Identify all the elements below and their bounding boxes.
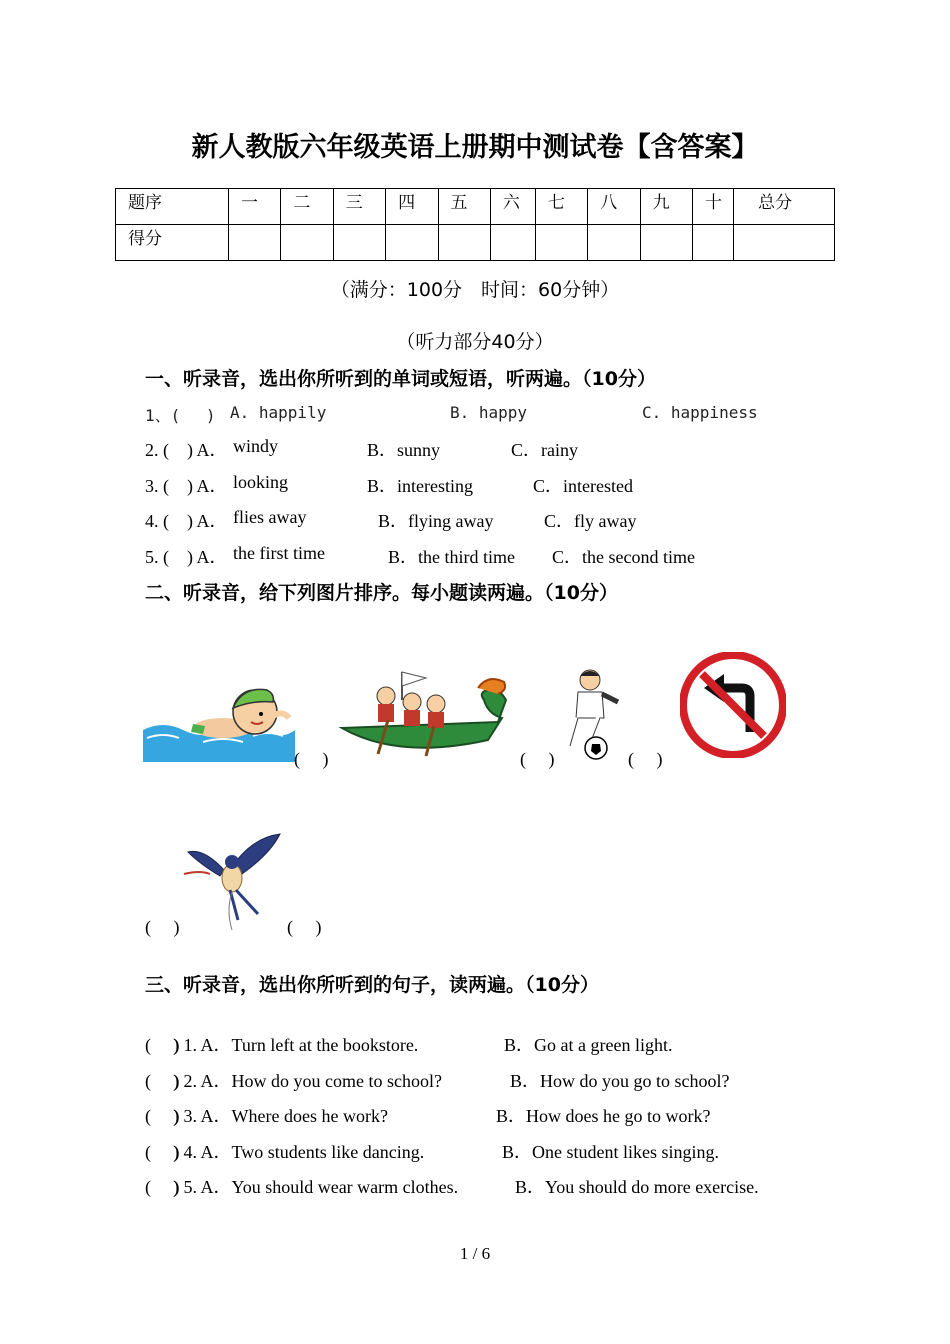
option-b: B．One student likes singing. <box>502 1142 719 1162</box>
table-cell: 得分 <box>116 225 229 261</box>
table-cell: 七 <box>535 189 587 225</box>
score-cell[interactable] <box>438 225 490 261</box>
option-a: looking <box>233 472 289 492</box>
answer-blank[interactable]: ( ) <box>294 749 329 769</box>
no-left-turn-sign-image <box>680 652 786 758</box>
score-cell[interactable] <box>281 225 333 261</box>
option-b: B. happy <box>450 403 528 422</box>
answer-blank[interactable]: ( ) <box>145 1106 180 1126</box>
option-b: B．How do you go to school? <box>510 1071 730 1091</box>
section-1-heading: 一、听录音，选出你所听到的单词或短语，听两遍。（10分） <box>145 368 656 390</box>
swallow-kite-image <box>180 830 284 934</box>
table-cell: 八 <box>588 189 640 225</box>
answer-blank[interactable]: ( ) <box>520 749 555 769</box>
option-a: ) 1. A．Turn left at the bookstore. <box>173 1035 419 1055</box>
score-cell[interactable] <box>333 225 385 261</box>
table-cell: 一 <box>229 189 281 225</box>
option-a: the first time <box>233 543 325 563</box>
option-b: B．Go at a green light. <box>504 1035 673 1055</box>
option-c: C. happiness <box>642 403 758 422</box>
table-cell: 九 <box>640 189 692 225</box>
answer-blank[interactable]: ( ) <box>145 1142 180 1162</box>
answer-blank[interactable]: ( ) <box>287 917 322 937</box>
table-row <box>116 225 835 261</box>
question-number: 3. ( ) A． <box>145 476 228 496</box>
option-a: flies away <box>233 507 307 527</box>
answer-blank[interactable]: ( ) <box>145 917 180 937</box>
table-cell: 题序 <box>116 189 229 225</box>
table-cell: 总分 <box>734 189 835 225</box>
score-table <box>115 188 835 261</box>
score-cell[interactable] <box>229 225 281 261</box>
section-2-heading: 二、听录音，给下列图片排序。每小题读两遍。（10分） <box>145 582 618 604</box>
score-cell[interactable] <box>386 225 438 261</box>
option-b: B．You should do more exercise. <box>515 1177 759 1197</box>
option-b: B．How does he go to work? <box>496 1106 711 1126</box>
exam-info: （满分：100分 时间：60分钟） <box>330 279 620 301</box>
question-number: 1、( ) <box>145 406 216 425</box>
listening-label: （听力部分40分） <box>396 331 554 353</box>
option-b: B．interesting <box>367 476 473 496</box>
option-a: windy <box>233 436 278 456</box>
option-a: ) 4. A．Two students like dancing. <box>173 1142 425 1162</box>
soccer-player-image <box>560 668 624 762</box>
table-cell: 三 <box>333 189 385 225</box>
option-a: ) 2. A．How do you come to school? <box>173 1071 442 1091</box>
option-b: B．flying away <box>378 511 494 531</box>
option-c: C．fly away <box>544 511 637 531</box>
option-a: A. happily <box>230 403 327 422</box>
score-cell[interactable] <box>640 225 692 261</box>
score-cell[interactable] <box>693 225 734 261</box>
section-3-heading: 三、听录音，选出你所听到的句子，读两遍。（10分） <box>145 974 599 996</box>
table-cell: 二 <box>281 189 333 225</box>
option-a: ) 3. A．Where does he work? <box>173 1106 388 1126</box>
option-c: C．rainy <box>511 440 578 460</box>
swimmer-image <box>143 680 295 762</box>
option-c: C．the second time <box>552 547 695 567</box>
question-number: 4. ( ) A． <box>145 511 228 531</box>
question-number: 5. ( ) A． <box>145 547 228 567</box>
answer-blank[interactable]: ( ) <box>145 1071 180 1091</box>
question-number: 2. ( ) A． <box>145 440 228 460</box>
score-cell[interactable] <box>535 225 587 261</box>
score-cell[interactable] <box>734 225 835 261</box>
option-c: C．interested <box>533 476 633 496</box>
table-cell: 四 <box>386 189 438 225</box>
option-a: ) 5. A．You should wear warm clothes. <box>173 1177 459 1197</box>
option-b: B．the third time <box>388 547 515 567</box>
answer-blank[interactable]: ( ) <box>145 1177 180 1197</box>
dragon-boat-image <box>338 670 510 762</box>
answer-blank[interactable]: ( ) <box>628 749 663 769</box>
table-cell: 六 <box>490 189 535 225</box>
table-row <box>116 189 835 225</box>
answer-blank[interactable]: ( ) <box>145 1035 180 1055</box>
option-b: B．sunny <box>367 440 441 460</box>
page-title: 新人教版六年级英语上册期中测试卷【含答案】 <box>191 132 759 163</box>
table-cell: 五 <box>438 189 490 225</box>
page-number: 1 / 6 <box>459 1244 491 1263</box>
score-cell[interactable] <box>490 225 535 261</box>
table-cell: 十 <box>693 189 734 225</box>
score-cell[interactable] <box>588 225 640 261</box>
